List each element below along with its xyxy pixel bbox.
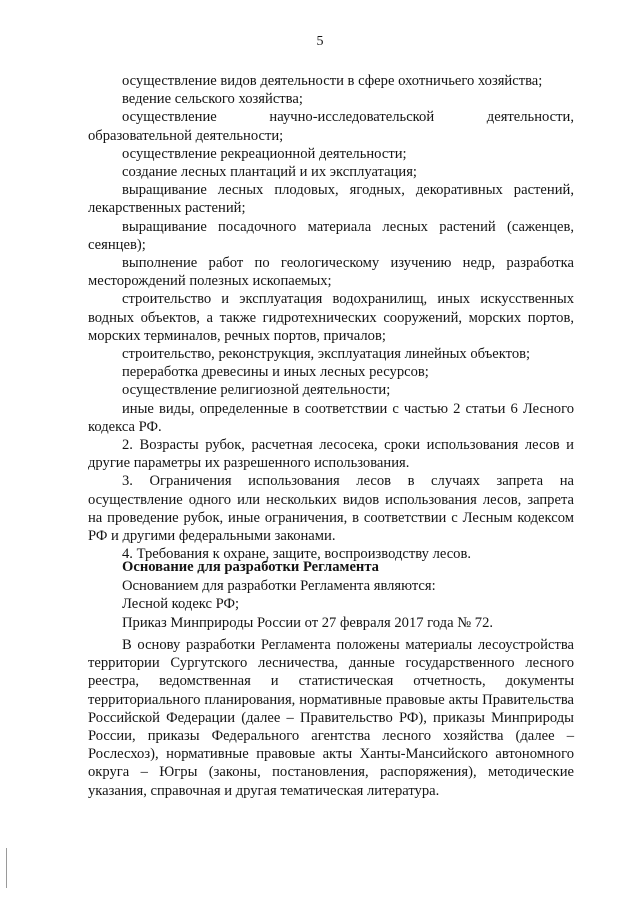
activity-item: ведение сельского хозяйства; <box>122 91 303 108</box>
activity-item: выращивание лесных плодовых, ягодных, декоративных растений, лекарственных растений; <box>88 182 574 217</box>
basis-line: Лесной кодекс РФ; <box>122 596 240 613</box>
basis-section <box>88 558 574 632</box>
activity-item: осуществление видов деятельности в сфере охотничьего хозяйства; <box>122 73 543 89</box>
document-body <box>88 72 574 563</box>
margin-mark <box>6 848 7 888</box>
activity-item: выращивание посадочного материала лесных растений (саженцев, сеянцев); <box>88 218 574 253</box>
activity-item: осуществление научно-исследовательской деятельности, образовательной деятельности; <box>88 109 574 144</box>
basis-line: Приказ Минприроды России от 27 февраля 2017 года № 72. <box>122 614 494 631</box>
scan-artifact <box>250 6 380 20</box>
activity-item: иные виды, определенные в соответствии с частью 2 статьи 6 Лесного кодекса РФ. <box>88 400 574 435</box>
page-number: 5 <box>316 34 324 49</box>
section-heading: Основание для разработки Регламента <box>122 559 379 575</box>
activity-item: создание лесных плантаций и их эксплуатация; <box>122 164 417 181</box>
numbered-item: 4. Требования к охране, защите, воспроизводству лесов. <box>122 546 472 563</box>
activity-item: осуществление рекреационной деятельности; <box>122 145 407 162</box>
activity-item: строительство и эксплуатация водохранилищ, иных искусственных водных объектов, а также гидротехнических сооружений, морских портов, морских терминалов, речных портов, причалов; <box>88 291 574 344</box>
materials-paragraph: В основу разработки Регламента положены материалы лесоустройства территории Сургутского лесничества, данные государственного лесного реестра, ведомственная и статистическая отчетность, документы территориального планирования, нормативные правовые акты Правительства Российской Федерации (далее – Правительство РФ), приказы Минприроды России, приказы Федерального агентства лесного хозяйства (далее – Рослесхоз), нормативные правовые акты Ханты-Мансийского автономного округа – Югры (законы, постановления, распоряжения), методические указания, справочная и другая тематическая литература. <box>88 637 574 799</box>
activity-item: строительство, реконструкция, эксплуатация линейных объектов; <box>122 346 531 363</box>
activity-item: переработка древесины и иных лесных ресурсов; <box>122 364 429 381</box>
activity-item: осуществление религиозной деятельности; <box>122 382 391 399</box>
numbered-item: 3. Ограничения использования лесов в случаях запрета на осуществление одного или нескольких видов использования лесов, запрета на проведение рубок, иные ограничения, в соответствии с Лесным кодексом РФ и другими федеральными законами. <box>88 473 574 545</box>
activity-item: выполнение работ по геологическому изучению недр, разработка месторождений полезных ископаемых; <box>88 255 574 290</box>
basis-line: Основанием для разработки Регламента являются: <box>122 577 436 594</box>
numbered-item: 2. Возрасты рубок, расчетная лесосека, сроки использования лесов и другие параметры их разрешенного использования. <box>88 437 574 472</box>
materials-section <box>88 636 574 800</box>
